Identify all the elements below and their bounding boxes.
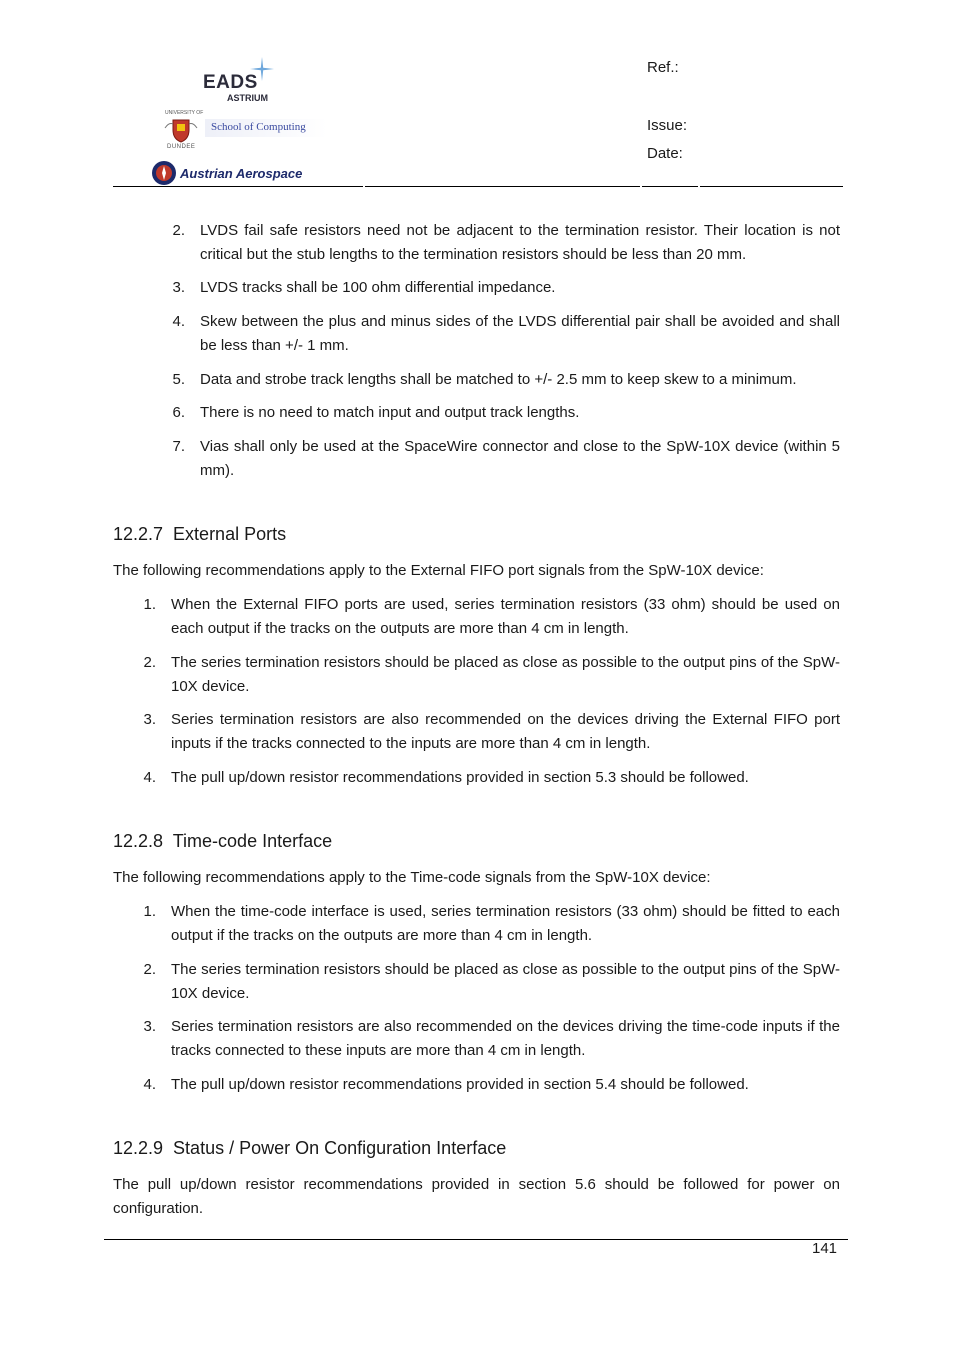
page-number: 141 [812,1240,838,1257]
section-heading: 12.2.9 Status / Power On Configuration Interface [113,1138,507,1158]
header-logos [145,52,360,190]
list-text: Vias shall only be used at the SpaceWire connector and close to the SpW-10X device (within 5 mm). [200,438,840,479]
section-heading: 12.2.7 External Ports [113,524,287,544]
list-text: The pull up/down resistor recommendations provided in section 5.4 should be followed. [171,1076,749,1093]
list-text: LVDS tracks shall be 100 ohm differential impedance. [200,279,556,296]
header-rule [642,186,698,187]
header-rule [113,186,363,187]
list-text: When the External FIFO ports are used, series termination resistors (33 ohm) should be used on each output if the tracks on the outputs are more than 4 cm in length. [171,596,840,637]
list-number: 4. [143,1076,156,1093]
list-number: 2. [143,654,156,671]
list-number: 1. [143,596,156,613]
list-number: 4. [143,769,156,786]
list-text: There is no need to match input and output track lengths. [200,404,580,421]
issue-label: Issue: [647,117,688,134]
list-number: 7. [172,438,185,455]
list-text: Skew between the plus and minus sides of the LVDS differential pair shall be avoided and shall be less than +/- 1 mm. [200,313,840,354]
list-text: The series termination resistors should be placed as close as possible to the output pins of the SpW-10X device. [171,961,840,1002]
section-intro: The following recommendations apply to the Time-code signals from the SpW-10X device: [113,869,711,886]
list-text: The series termination resistors should be placed as close as possible to the output pins of the SpW-10X device. [171,654,840,695]
list-number: 3. [172,279,185,296]
list-text: Series termination resistors are also recommended on the devices driving the External FIFO port inputs if the tracks connected to the inputs are more than 4 cm in length. [171,711,840,752]
list-number: 3. [143,711,156,728]
astrium-logo: ASTRIUM [227,93,268,103]
list-number: 2. [172,222,185,239]
list-number: 5. [172,371,185,388]
dundee-crest-icon [163,116,199,144]
section-heading: 12.2.8 Time-code Interface [113,831,333,851]
list-number: 2. [143,961,156,978]
list-number: 3. [143,1018,156,1035]
list-text: LVDS fail safe resistors need not be adjacent to the termination resistor. Their location is not critical but the stub lengths to the termination resistors should be less than 20 mm. [200,222,840,263]
eads-logo: EADS [203,72,258,93]
header-rule [365,186,640,187]
date-label: Date: [647,145,683,162]
list-text: Data and strobe track lengths shall be matched to +/- 2.5 mm to keep skew to a minimum. [200,371,797,388]
list-text: Series termination resistors are also recommended on the devices driving the time-code inputs if the tracks connected to these inputs are more than 4 cm in length. [171,1018,840,1059]
austrian-aerospace-emblem-icon [151,160,177,186]
dundee-label: DUNDEE [167,144,196,150]
school-of-computing-logo: School of Computing [211,121,306,133]
list-text: The pull up/down resistor recommendations provided in section 5.3 should be followed. [171,769,749,786]
list-number: 6. [172,404,185,421]
header-rule [700,186,843,187]
ref-label: Ref.: [647,59,679,76]
austrian-aerospace-logo: Austrian Aerospace [180,166,303,181]
section-text: The pull up/down resistor recommendations provided in section 5.6 should be followed for power on configuration. [113,1176,840,1217]
list-text: When the time-code interface is used, series termination resistors (33 ohm) should be fitted to each output if the tracks on the outputs are more than 4 cm in length. [171,903,840,944]
section-intro: The following recommendations apply to the External FIFO port signals from the SpW-10X device: [113,562,764,579]
list-number: 1. [143,903,156,920]
list-number: 4. [172,313,185,330]
footer-rule [104,1239,848,1240]
dundee-arc-text: UNIVERSITY OF [165,110,204,116]
